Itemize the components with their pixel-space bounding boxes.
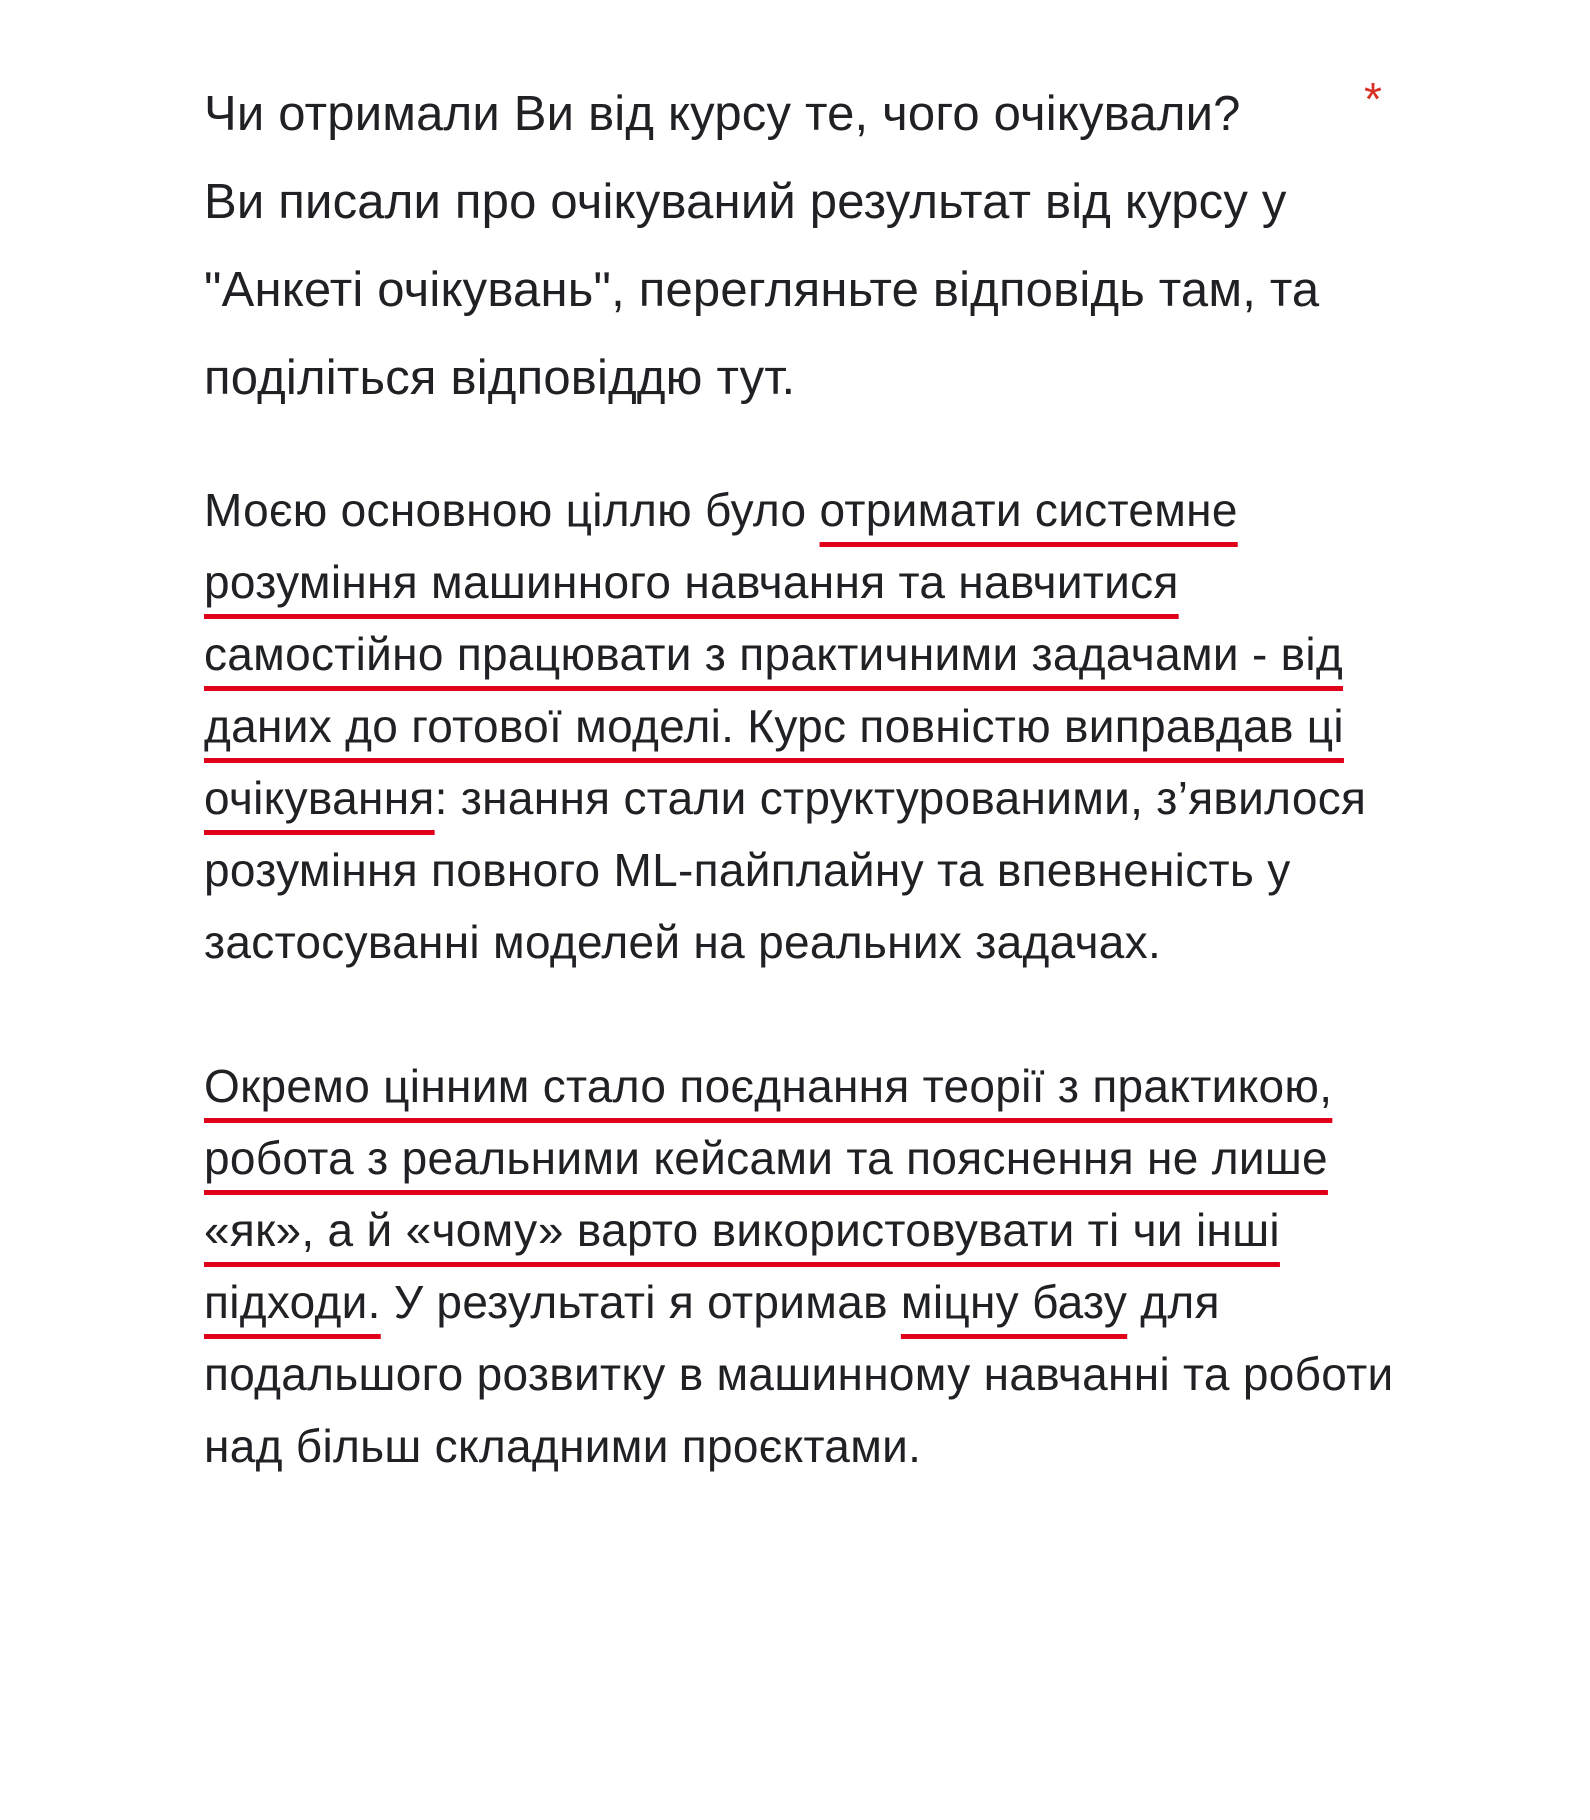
form-question-card [204,70,1404,1482]
question-title-line1: Чи отримали Ви від курсу те, чого очікували? [204,87,1241,141]
answer-p1-highlight: отримати системне розуміння машинного навчання та навчитися самостійно працювати з практичними задачами - від даних до готової моделі. Курс повністю виправдав ці очікування [204,484,1344,824]
answer-p2-highlight-1: Окремо цінним стало поєднання теорії з практикою, робота з реальними кейсами та пояснення не лише «як», а й «чому» варто використовувати ті чи інші підходи. [204,1060,1333,1328]
answer-p2-text-d: для подальшого розвитку в машинному навчанні та роботи над більш складними проєктами. [204,1276,1394,1472]
answer-p1-text-c: : знання стали структурованими, з’явилося розуміння повного ML-пайплайну та впевненість у застосуванні моделей на реальних задачах. [204,772,1367,968]
answer-p2-highlight-2: міцну базу [900,1276,1128,1328]
answer-p1-text-a: Моєю основною ціллю було [204,484,820,536]
answer-p2-text-b: У результаті я отримав [380,1276,901,1328]
required-asterisk: * [1364,73,1382,125]
question-title [204,70,1324,422]
answer-paragraph-1 [204,474,1394,978]
answer-paragraph-2 [204,1050,1394,1482]
question-title-line2: Ви писали про очікуваний результат від курсу у "Анкеті очікувань", перегляньте відповідь там, та поділіться відповіддю тут. [204,175,1320,405]
